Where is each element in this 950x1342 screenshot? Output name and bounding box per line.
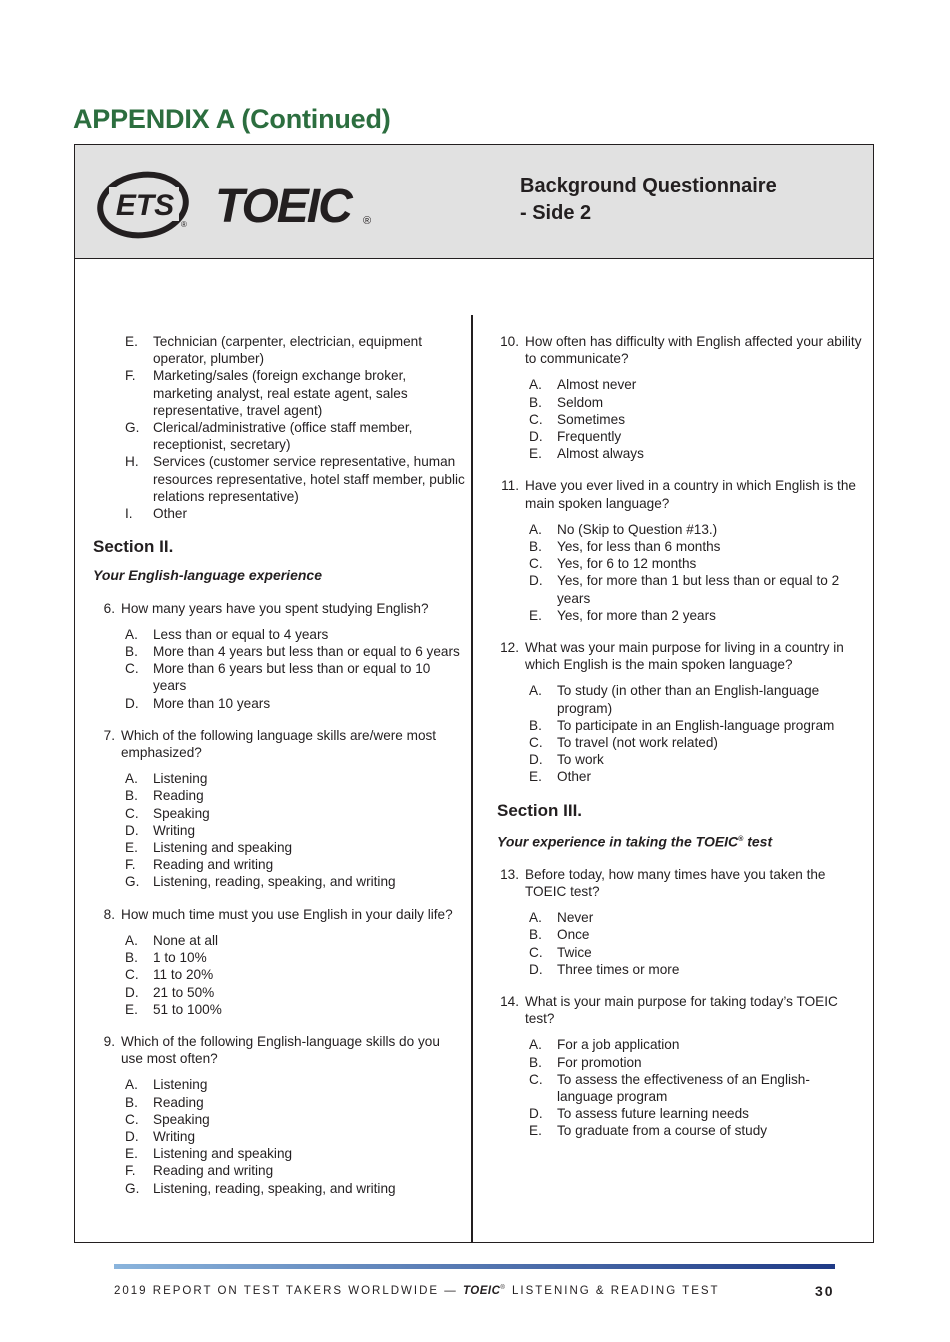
toeic-wordmark: TOEIC — [215, 180, 351, 233]
option-text: More than 6 years but less than or equal to 10 years — [153, 661, 431, 694]
question-text: How often has difficulty with English affected your ability to communicate? — [525, 334, 862, 367]
answer-option — [529, 555, 865, 572]
answer-option — [529, 428, 865, 445]
option-letter: G. — [125, 874, 140, 890]
answer-option — [125, 873, 465, 890]
option-text: Writing — [153, 1128, 196, 1144]
option-letter: C. — [125, 967, 139, 983]
section-ii-title: Section II. — [93, 537, 174, 557]
option-text: Other — [557, 769, 591, 785]
answer-option — [529, 944, 865, 961]
option-text: Sometimes — [557, 411, 625, 427]
question-text: Have you ever lived in a country in which English is the main spoken language? — [525, 478, 856, 511]
answer-option — [529, 1122, 865, 1139]
option-text: Yes, for more than 1 but less than or equal to 2 years — [557, 573, 840, 606]
question-number: 12. — [500, 640, 519, 656]
option-letter: E. — [125, 840, 138, 856]
question-number: 13. — [500, 866, 519, 882]
section-iii-subtitle: Your experience in taking the TOEIC® test — [497, 833, 773, 850]
option-text: To study (in other than an English-language program) — [557, 683, 820, 716]
question-text: How much time must you use English in your daily life? — [121, 906, 453, 922]
option-letter: B. — [125, 1094, 138, 1110]
answer-option — [125, 822, 465, 839]
option-letter: D. — [125, 1128, 139, 1144]
option-letter: D. — [529, 429, 543, 445]
option-letter: H. — [125, 454, 139, 470]
answer-option — [529, 751, 865, 768]
option-letter: A. — [529, 683, 542, 699]
answer-option — [529, 1071, 865, 1105]
answer-option — [529, 572, 865, 606]
answer-option — [529, 1105, 865, 1122]
question-options — [529, 376, 865, 462]
footer-report-title: 2019 REPORT ON TEST TAKERS WORLDWIDE — TOEIC® LISTENING & READING TEST — [114, 1285, 720, 1297]
option-text: Speaking — [153, 805, 210, 821]
questionnaire-form — [74, 144, 874, 1243]
answer-option — [125, 805, 465, 822]
option-text: For a job application — [557, 1037, 680, 1053]
option-text: Listening and speaking — [153, 1146, 293, 1162]
option-text: Twice — [557, 944, 592, 960]
answer-option — [529, 926, 865, 943]
question-text: What was your main purpose for living in a country in which English is the main spoken language? — [525, 640, 844, 673]
question-options — [529, 682, 865, 785]
toeic-reg: ® — [363, 215, 372, 227]
option-text: Reading — [153, 1094, 204, 1110]
option-text: Technician (carpenter, electrician, equipment operator, plumber) — [153, 334, 422, 367]
option-letter: C. — [529, 1071, 543, 1087]
column-divider — [471, 315, 473, 1243]
option-text: To participate in an English-language program — [557, 717, 835, 733]
question-number: 8. — [103, 906, 115, 922]
option-letter: F. — [125, 368, 136, 384]
option-text: Clerical/administrative (office staff member, receptionist, secretary) — [153, 420, 413, 453]
occupation-options-continued — [125, 333, 465, 522]
answer-option — [529, 1054, 865, 1071]
footer-gradient-bar — [114, 1264, 835, 1269]
answer-option — [125, 984, 465, 1001]
option-letter: A. — [529, 521, 542, 537]
answer-option — [125, 1128, 465, 1145]
ets-toeic-logo — [97, 167, 377, 239]
option-text: To graduate from a course of study — [557, 1123, 768, 1139]
answer-option — [125, 643, 465, 660]
option-text: Almost always — [557, 446, 644, 462]
question — [93, 727, 465, 761]
option-text: 1 to 10% — [153, 950, 207, 966]
answer-option — [125, 966, 465, 983]
answer-option — [125, 333, 465, 367]
answer-option — [529, 682, 865, 716]
option-letter: D. — [529, 1106, 543, 1122]
option-letter: E. — [529, 769, 542, 785]
option-text: Reading and writing — [153, 1163, 274, 1179]
question-number: 14. — [500, 993, 519, 1009]
option-letter: B. — [125, 788, 138, 804]
answer-option — [125, 1162, 465, 1179]
question-options — [125, 770, 465, 890]
option-letter: C. — [125, 1111, 139, 1127]
option-text: Yes, for 6 to 12 months — [557, 556, 697, 572]
answer-option — [125, 1111, 465, 1128]
answer-option — [529, 768, 865, 785]
question-number: 10. — [500, 334, 519, 349]
answer-option — [125, 1145, 465, 1162]
question-number: 7. — [103, 727, 115, 743]
option-text: Three times or more — [557, 961, 680, 977]
answer-option — [125, 505, 465, 522]
option-text: Marketing/sales (foreign exchange broker, marketing analyst, real estate agent, sales representative, travel agent) — [153, 368, 408, 418]
form-title-line1: Background Questionnaire — [520, 175, 777, 197]
option-letter: E. — [125, 1146, 138, 1162]
option-text: Writing — [153, 822, 196, 838]
option-letter: A. — [125, 932, 138, 948]
option-letter: A. — [529, 377, 542, 393]
option-letter: F. — [125, 1163, 136, 1179]
option-letter: D. — [125, 695, 139, 711]
answer-option — [529, 909, 865, 926]
option-letter: D. — [125, 984, 139, 1000]
option-letter: E. — [529, 446, 542, 462]
option-text: Never — [557, 910, 594, 926]
answer-option — [125, 419, 465, 453]
answer-option — [125, 695, 465, 712]
section-ii-subtitle: Your English-language experience — [93, 567, 322, 584]
option-text: Listening — [153, 1077, 208, 1093]
answer-option — [529, 411, 865, 428]
option-text: Listening, reading, speaking, and writing — [153, 1180, 396, 1196]
answer-option — [125, 1094, 465, 1111]
question-options — [125, 626, 465, 712]
option-letter: C. — [125, 805, 139, 821]
option-text: To work — [557, 752, 604, 768]
question-text: What is your main purpose for taking today’s TOEIC test? — [525, 993, 838, 1027]
option-text: Less than or equal to 4 years — [153, 626, 329, 642]
answer-option — [529, 1036, 865, 1053]
option-letter: G. — [125, 420, 140, 436]
option-letter: C. — [529, 556, 543, 572]
option-letter: A. — [125, 1077, 138, 1093]
option-text: To travel (not work related) — [557, 735, 718, 751]
option-text: Reading and writing — [153, 857, 274, 873]
option-text: Frequently — [557, 429, 622, 445]
option-text: Other — [153, 506, 187, 522]
right-column — [497, 333, 865, 1140]
answer-option — [529, 734, 865, 751]
page-number: 30 — [815, 1283, 835, 1299]
answer-option — [125, 787, 465, 804]
question-block — [93, 600, 465, 712]
option-letter: I. — [125, 506, 133, 522]
form-header — [75, 145, 873, 259]
option-letter: B. — [529, 539, 542, 555]
option-text: Yes, for less than 6 months — [557, 539, 721, 555]
option-text: Speaking — [153, 1111, 210, 1127]
question-text: Before today, how many times have you taken the TOEIC test? — [525, 866, 826, 899]
option-text: To assess the effectiveness of an English-language program — [557, 1071, 810, 1104]
ets-wordmark: ETS — [115, 189, 175, 222]
question — [93, 906, 465, 923]
question — [93, 600, 465, 617]
question-text: Which of the following language skills are/were most emphasized? — [121, 727, 437, 761]
option-text: Once — [557, 927, 590, 943]
option-letter: C. — [529, 411, 543, 427]
option-letter: E. — [529, 607, 542, 623]
option-text: Listening and speaking — [153, 840, 293, 856]
question-number: 9. — [103, 1033, 115, 1049]
ets-reg: ® — [181, 220, 187, 229]
option-text: Listening — [153, 771, 208, 787]
option-letter: A. — [125, 771, 138, 787]
question-block — [93, 727, 465, 891]
option-text: 11 to 20% — [153, 967, 214, 983]
answer-option — [125, 626, 465, 643]
option-letter: D. — [529, 961, 543, 977]
option-letter: G. — [125, 1180, 140, 1196]
option-letter: A. — [125, 626, 138, 642]
option-letter: A. — [529, 910, 542, 926]
answer-option — [529, 538, 865, 555]
option-letter: B. — [125, 950, 138, 966]
option-letter: E. — [529, 1123, 542, 1139]
option-letter: E. — [125, 1001, 138, 1017]
left-column — [93, 333, 465, 1197]
question-block — [93, 1033, 465, 1197]
option-text: 21 to 50% — [153, 984, 215, 1000]
question-options — [125, 932, 465, 1018]
appendix-title: APPENDIX A (Continued) — [73, 104, 391, 134]
section-iii-questions — [497, 866, 865, 1140]
answer-option — [125, 1076, 465, 1093]
question — [93, 1033, 465, 1067]
section-iii-title: Section III. — [497, 800, 583, 820]
footer-toeic-brand: TOEIC — [462, 1285, 501, 1297]
option-text: More than 4 years but less than or equal to 6 years — [153, 644, 460, 660]
question-block — [497, 639, 865, 786]
question-block — [497, 333, 865, 462]
answer-option — [125, 1001, 465, 1018]
question-text: How many years have you spent studying English? — [121, 600, 429, 616]
question-number: 6. — [103, 600, 115, 616]
option-text: Almost never — [557, 377, 637, 393]
question-options — [529, 521, 865, 624]
question-block — [497, 866, 865, 978]
option-text: Seldom — [557, 394, 604, 410]
answer-option — [529, 521, 865, 538]
option-letter: A. — [529, 1037, 542, 1053]
answer-option — [125, 856, 465, 873]
answer-option — [125, 660, 465, 694]
option-letter: B. — [529, 717, 542, 733]
question-block — [93, 906, 465, 1018]
form-title — [520, 173, 777, 227]
option-text: Listening, reading, speaking, and writing — [153, 874, 396, 890]
option-letter: E. — [125, 334, 138, 349]
question — [497, 866, 865, 900]
answer-option — [125, 1180, 465, 1197]
option-letter: D. — [125, 822, 139, 838]
answer-option — [125, 770, 465, 787]
answer-option — [125, 949, 465, 966]
question-number: 11. — [501, 478, 519, 494]
answer-option — [125, 453, 465, 505]
form-title-line2: - Side 2 — [520, 202, 592, 224]
question — [497, 639, 865, 673]
question-options — [125, 1076, 465, 1196]
question-block — [497, 477, 865, 624]
question-block — [497, 993, 865, 1140]
option-letter: C. — [125, 661, 139, 677]
section-ii-questions — [93, 600, 465, 1197]
question — [497, 477, 865, 511]
answer-option — [529, 394, 865, 411]
option-text: To assess future learning needs — [557, 1106, 749, 1122]
answer-option — [125, 367, 465, 419]
option-text: For promotion — [557, 1054, 642, 1070]
option-letter: C. — [529, 735, 543, 751]
option-text: Reading — [153, 788, 204, 804]
option-letter: B. — [529, 927, 542, 943]
answer-option — [529, 376, 865, 393]
question-text: Which of the following English-language skills do you use most often? — [121, 1033, 440, 1067]
option-text: 51 to 100% — [153, 1001, 222, 1017]
answer-option — [529, 607, 865, 624]
option-letter: B. — [529, 1054, 542, 1070]
option-text: Services (customer service representative, human resources representative, hotel staff member, public relations representative) — [153, 454, 465, 504]
question — [497, 333, 865, 367]
option-letter: D. — [529, 752, 543, 768]
answer-option — [529, 961, 865, 978]
option-letter: F. — [125, 857, 136, 873]
question-options — [529, 1036, 865, 1139]
answer-option — [529, 445, 865, 462]
option-text: More than 10 years — [153, 695, 271, 711]
option-text: None at all — [153, 932, 218, 948]
option-text: No (Skip to Question #13.) — [557, 521, 718, 537]
answer-option — [125, 839, 465, 856]
question-options — [529, 909, 865, 978]
answer-option — [125, 932, 465, 949]
option-letter: C. — [529, 944, 543, 960]
answer-option — [529, 717, 865, 734]
section-ii-questions-continued — [497, 333, 865, 786]
question — [497, 993, 865, 1027]
option-text: Yes, for more than 2 years — [557, 607, 716, 623]
option-letter: D. — [529, 573, 543, 589]
option-letter: B. — [125, 644, 138, 660]
option-letter: B. — [529, 394, 542, 410]
